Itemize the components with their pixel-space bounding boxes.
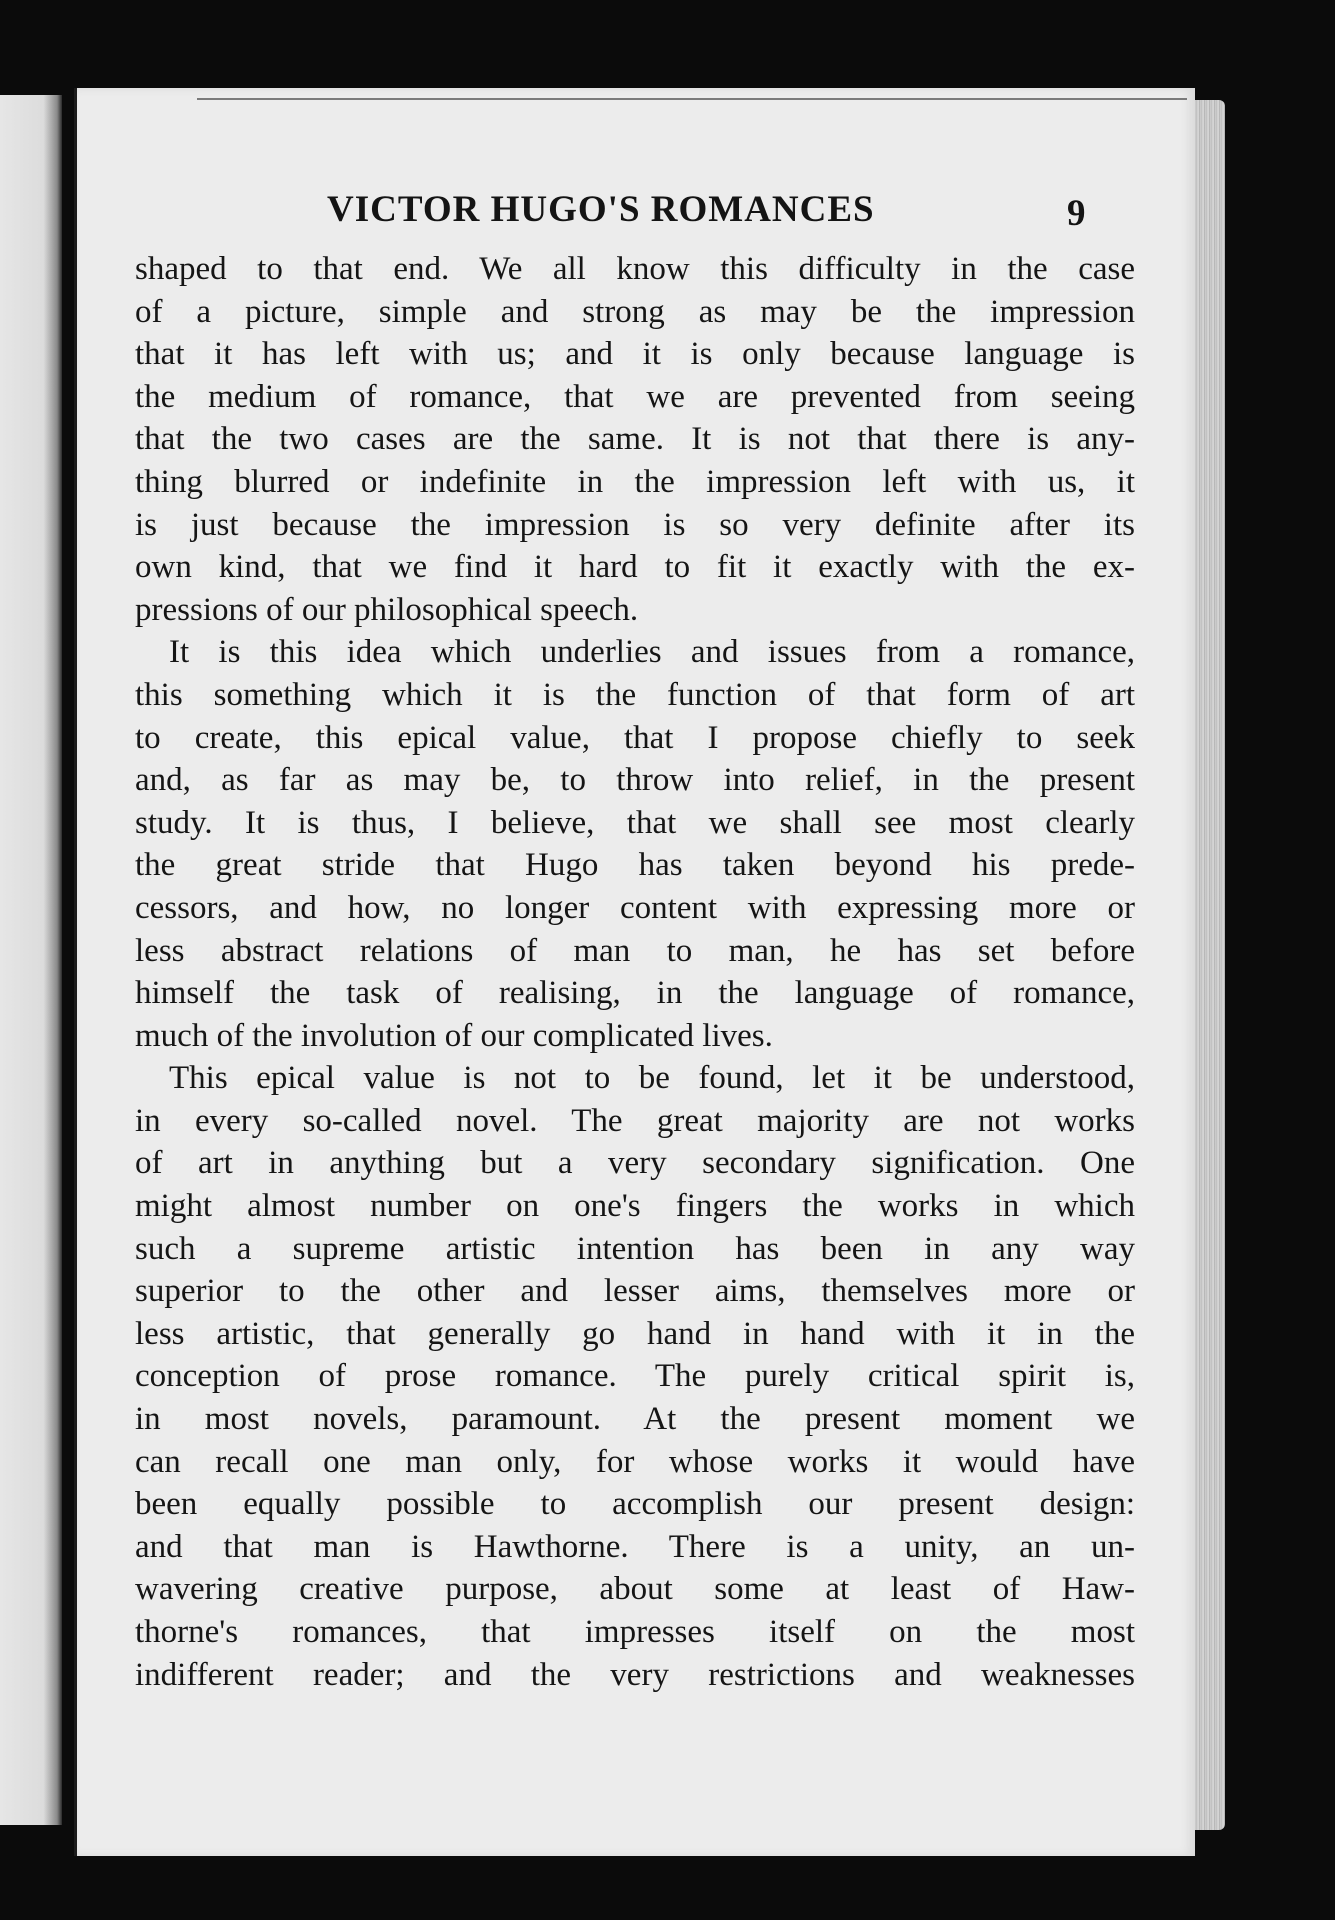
text-line: study. It is thus, I believe, that we shall see most clearly: [135, 804, 1135, 841]
text-line: and, as far as may be, to throw into relief, in the present: [135, 762, 1135, 799]
text-line: This epical value is not to be found, let it be understood,: [169, 1060, 1135, 1097]
text-line: that the two cases are the same. It is not that there is any-: [135, 421, 1135, 458]
text-line: superior to the other and lesser aims, themselves more or: [135, 1273, 1135, 1310]
text-line: can recall one man only, for whose works it would have: [135, 1443, 1135, 1480]
text-line: conception of prose romance. The purely critical spirit is,: [135, 1358, 1135, 1395]
text-line: of art in anything but a very secondary signification. One: [135, 1145, 1135, 1182]
facing-page-edge: [0, 95, 62, 1825]
text-line: that it has left with us; and it is only because language is: [135, 336, 1135, 373]
text-line: in most novels, paramount. At the present moment we: [135, 1401, 1135, 1438]
text-line: pressions of our philosophical speech.: [135, 591, 639, 628]
text-line: been equally possible to accomplish our present design:: [135, 1486, 1135, 1523]
text-line: the great stride that Hugo has taken beyond his prede-: [135, 847, 1135, 884]
page-number: 9: [1067, 193, 1086, 234]
text-line: less artistic, that generally go hand in hand with it in the: [135, 1315, 1135, 1352]
text-line: this something which it is the function of that form of art: [135, 676, 1135, 713]
text-line: shaped to that end. We all know this difficulty in the case: [135, 251, 1135, 287]
text-line: It is this idea which underlies and issues from a romance,: [169, 634, 1135, 671]
text-line: thing blurred or indefinite in the impression left with us, it: [135, 463, 1135, 500]
text-line: the medium of romance, that we are prevented from seeing: [135, 378, 1135, 415]
text-line: thorne's romances, that impresses itself on the most: [135, 1614, 1135, 1650]
text-line: such a supreme artistic intention has been in any way: [135, 1230, 1135, 1267]
text-line: to create, this epical value, that I propose chiefly to seek: [135, 719, 1135, 756]
text-line: of a picture, simple and strong as may be the impression: [135, 293, 1135, 330]
text-line: less abstract relations of man to man, he has set before: [135, 932, 1135, 969]
book-page: [74, 88, 1195, 1856]
text-line: himself the task of realising, in the language of romance,: [135, 975, 1135, 1012]
paragraph: [135, 248, 1135, 631]
running-head-title: VICTOR HUGO'S ROMANCES: [327, 189, 875, 230]
top-rule: [197, 98, 1187, 100]
text-line: is just because the impression is so very definite after its: [135, 506, 1135, 543]
paragraph: [135, 1057, 1135, 1696]
text-line: cessors, and how, no longer content with expressing more or: [135, 889, 1135, 926]
text-line: much of the involution of our complicated lives.: [135, 1017, 773, 1054]
text-line: own kind, that we find it hard to fit it exactly with the ex-: [135, 549, 1135, 586]
text-line: in every so-called novel. The great majority are not works: [135, 1102, 1135, 1139]
body-text: [135, 248, 1135, 1696]
text-line: might almost number on one's fingers the works in which: [135, 1188, 1135, 1225]
running-head: [77, 188, 1195, 248]
text-line: wavering creative purpose, about some at least of Haw-: [135, 1571, 1135, 1608]
text-line: indifferent reader; and the very restrictions and weaknesses: [135, 1656, 1135, 1693]
paragraph: [135, 631, 1135, 1057]
text-line: and that man is Hawthorne. There is a unity, an un-: [135, 1528, 1135, 1565]
